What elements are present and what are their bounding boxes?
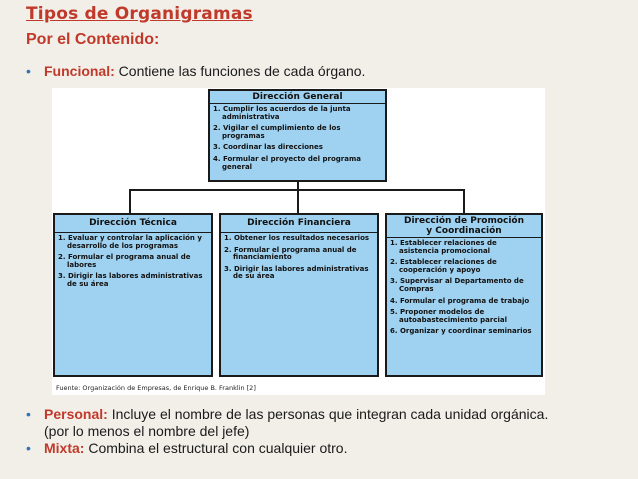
org-box-item: 3. Coordinar las direcciones [213, 143, 323, 152]
slide-title: Tipos de Organigramas [26, 4, 253, 24]
org-box-item: 6. Organizar y coordinar seminarios [390, 327, 532, 336]
bullet-term: Mixta: [44, 440, 85, 456]
org-box-title-line: y Coordinación [426, 226, 502, 236]
org-box-item: 5. Proponer modelos de autoabastecimiento parcial [390, 308, 508, 324]
org-box-item: 1. Obtener los resultados necesarios [224, 234, 370, 242]
bullet-mixta [26, 440, 347, 457]
org-box-title: Dirección General [210, 91, 385, 104]
bullet-text: Incluye el nombre de las personas que integran cada unidad orgánica. [107, 406, 549, 422]
bullet-text: Combina el estructural con cualquier otro. [84, 440, 348, 456]
org-box-item: 3. Supervisar al Departamento de Compras [390, 277, 524, 293]
org-box-item: 4. Formular el programa de trabajo [390, 296, 530, 305]
org-box-item: 2. Establecer relaciones de cooperación y apoyo [390, 258, 497, 274]
connector-line [463, 189, 465, 214]
org-box-title-line: Dirección de Promoción [403, 216, 525, 226]
org-box-title [387, 215, 541, 238]
org-box-general [208, 89, 387, 182]
org-box-item: 1. Establecer relaciones de asistencia promocional [390, 239, 497, 255]
org-box-item: 3. Dirigir las labores administrativas de su área [224, 264, 369, 281]
org-chart [52, 88, 545, 395]
bullet-personal [26, 406, 548, 440]
org-box-item: 1. Cumplir los acuerdos de la junta administrativa [213, 105, 351, 121]
connector-line [129, 189, 131, 214]
connector-line [297, 189, 299, 214]
org-box-promocion [385, 213, 543, 377]
org-box-title: Dirección Técnica [55, 215, 211, 233]
org-box-item: 2. Vigilar el cumplimiento de los programas [213, 124, 341, 140]
bullet-text: Contiene las funciones de cada órgano. [114, 63, 366, 79]
bullet-funcional [26, 63, 365, 80]
bullet-term: Personal: [44, 406, 108, 422]
bullet-icon: • [26, 440, 31, 456]
org-box-tecnica [53, 213, 213, 377]
org-box-financiera [219, 213, 379, 377]
bullet-icon: • [26, 406, 31, 422]
org-box-item: 4. Formular el proyecto del programa general [213, 154, 361, 171]
org-box-item: 2. Formular el programa anual de labores [58, 253, 191, 269]
slide-subtitle: Por el Contenido: [26, 31, 160, 48]
bullet-icon: • [26, 63, 31, 79]
org-box-title: Dirección Financiera [221, 215, 377, 233]
org-box-item: 2. Formular el programa anual de financiamiento [224, 245, 357, 262]
org-box-item: 1. Evaluar y controlar la aplicación y desarrollo de los programas [58, 234, 202, 250]
bullet-continuation: (por lo menos el nombre del jefe) [44, 423, 250, 439]
chart-source: Fuente: Organización de Empresas, de Enrique B. Franklin [2] [56, 384, 256, 392]
org-box-item: 3. Dirigir las labores administrativas de su área [58, 272, 203, 288]
bullet-term: Funcional: [44, 63, 115, 79]
